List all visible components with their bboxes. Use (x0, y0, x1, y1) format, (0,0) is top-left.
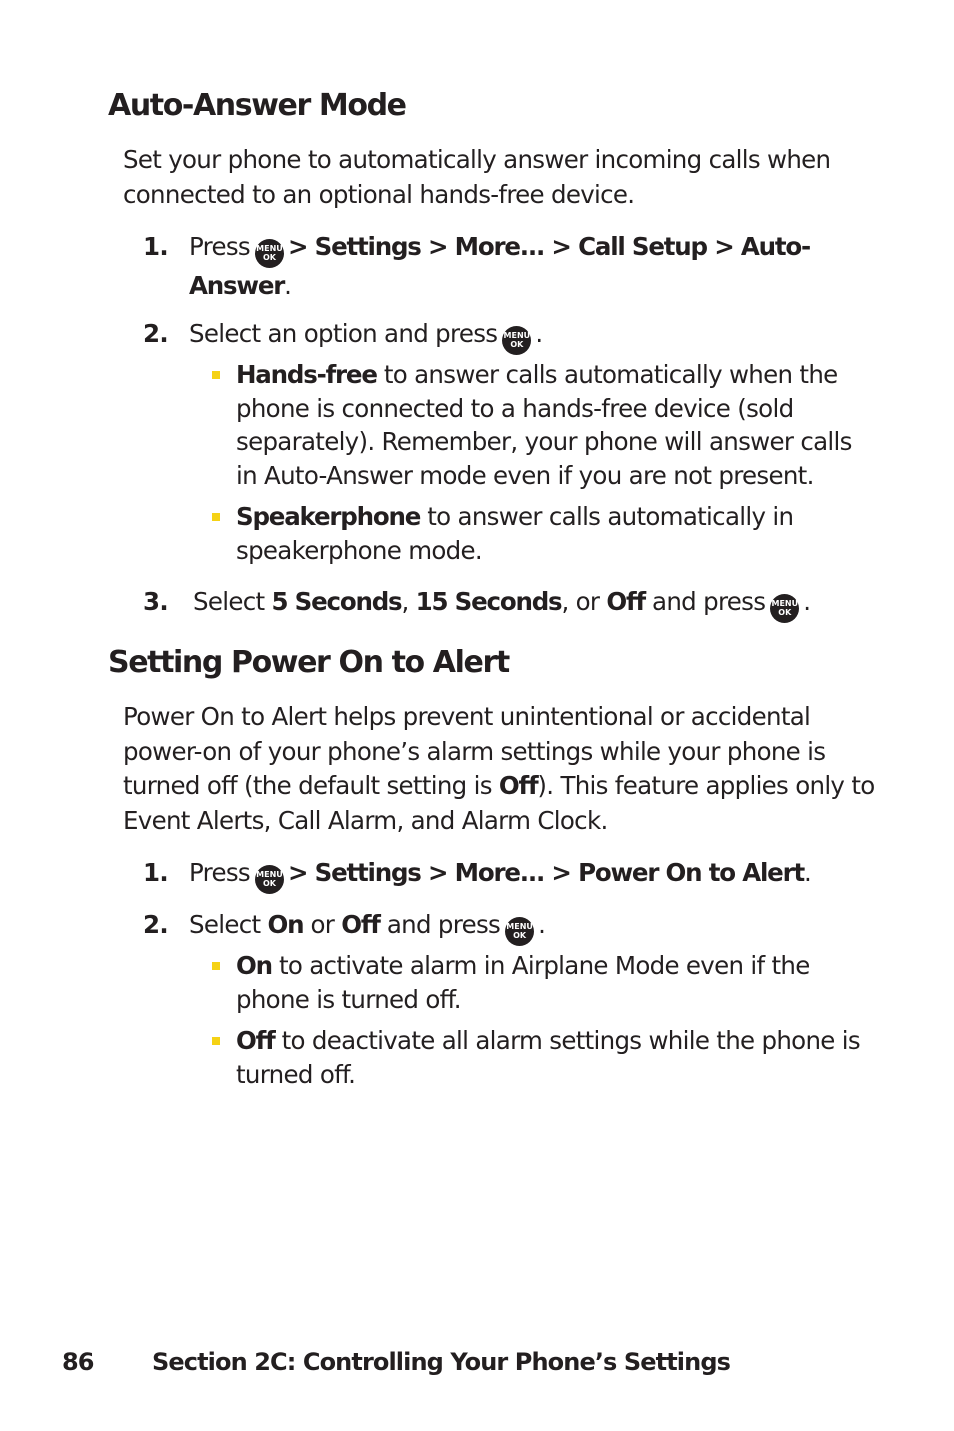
bullet-text: to deactivate all alarm settings while the phone is turned off. (236, 1026, 860, 1089)
heading-power-on-alert: Setting Power On to Alert (108, 645, 509, 680)
option-off: Off (341, 910, 380, 939)
bullet-text: to answer calls automatically in speakerphone mode. (236, 502, 794, 565)
heading-auto-answer: Auto-Answer Mode (108, 88, 406, 123)
menu-ok-key-icon: MENU OK (505, 917, 534, 946)
bullet-term: Hands-free (236, 360, 377, 389)
step-number: 1. (143, 232, 168, 261)
bullet-text: to activate alarm in Airplane Mode even if the phone is turned off. (236, 951, 810, 1014)
menu-path: > Settings > More... > Power On to Alert (287, 858, 804, 887)
step-number: 2. (143, 319, 168, 348)
menu-ok-key-icon: MENU OK (770, 594, 799, 623)
step-text: Select an option and press (189, 319, 498, 348)
bullet-off (236, 1024, 876, 1091)
bullet-term: On (236, 951, 272, 980)
bullet-square-icon (212, 371, 220, 379)
menu-ok-key-icon: MENU OK (255, 865, 284, 894)
menu-ok-key-icon: MENU OK (502, 326, 531, 355)
option-off: Off (606, 587, 645, 616)
step-number: 3. (143, 587, 168, 616)
power-on-alert-intro: Power On to Alert helps prevent unintentional or accidental power-on of your phone’s alarm settings while your phone is turned off (the default setting is Off). This feature applies only to Event Alerts, Call Alarm, and Alarm Clock. (123, 702, 875, 835)
bullet-hands-free (236, 358, 876, 492)
press-text: Press (189, 858, 250, 887)
press-text: Press (189, 232, 250, 261)
page-number: 86 (62, 1348, 94, 1376)
menu-path: > Settings > More... > Call Setup > Auto-Answer (189, 232, 810, 300)
bullet-on (236, 949, 876, 1016)
step-number: 2. (143, 910, 168, 939)
bullet-square-icon (212, 1037, 220, 1045)
manual-page: Auto-Answer Mode Set your phone to automatically answer incoming calls when connected to an optional hands-free device. 1. Press MENU OK > Settings > More... > Call Setup > Auto-Answer. 2. Select an option and press MENU OK . Hands-free to answer calls automatically when the phone is connected to a hands-free device (sold separately). Remember, your phone will answer calls in Auto-Answer mode even if you are not present. Speakerphone to answer calls automatically in speakerphone mode. 3. Select 5 Seconds, 15 Seconds, or Off and press MENU OK . Setting Power On to Alert Power On to Alert helps prevent unintentional or accidental power-on of your phone’s alarm settings while your phone is turned off (the default setting is Off). This feature applies only to Event Alerts, Call Alarm, and Alarm Clock. 1. Press MENU OK > Settings > More... > Power On to Alert. 2. Select On or Off and press MENU OK . On to activate alarm in Airplane Mode even if the phone is turned off. Off to deactivate all alarm settings while the phone is turned off. 86 Section 2C: Controlling Your Phone’s Settings (0, 0, 954, 1431)
step-number: 1. (143, 858, 168, 887)
option-15-seconds: 15 Seconds (415, 587, 562, 616)
option-on: On (267, 910, 304, 939)
bullet-speakerphone (236, 500, 876, 567)
bullet-text: to answer calls automatically when the phone is connected to a hands-free device (sold separately). Remember, your phone will answer calls in Auto-Answer mode even if you are not present. (236, 360, 852, 490)
option-5-seconds: 5 Seconds (271, 587, 402, 616)
footer-section-title: Section 2C: Controlling Your Phone’s Settings (152, 1348, 730, 1376)
bullet-term: Speakerphone (236, 502, 421, 531)
bullet-term: Off (236, 1026, 275, 1055)
menu-ok-key-icon: MENU OK (255, 239, 284, 268)
bullet-square-icon (212, 962, 220, 970)
auto-answer-intro: Set your phone to automatically answer incoming calls when connected to an optional hands-free device. (123, 145, 831, 209)
bullet-square-icon (212, 513, 220, 521)
